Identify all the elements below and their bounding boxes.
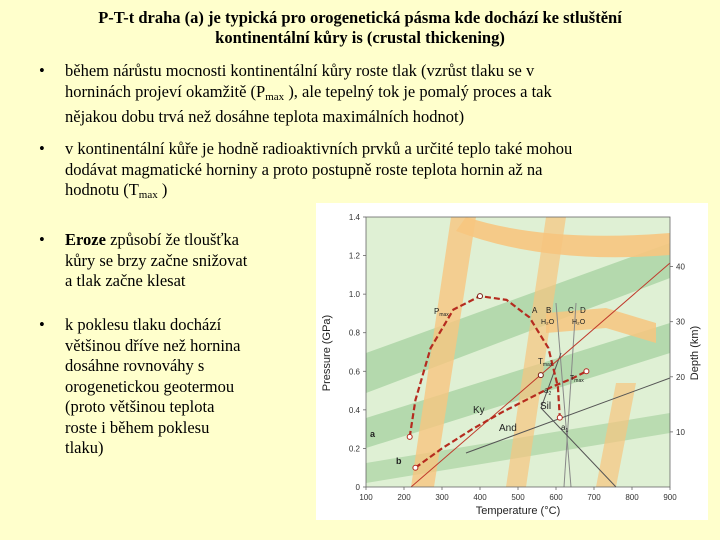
bullet-erosion (39, 230, 305, 292)
bullet-3-line-2: kůry se brzy začne snižovat (65, 250, 248, 270)
bullet-4-line-7: tlaku) (65, 438, 104, 457)
x-tick-label: 500 (511, 493, 525, 502)
x-tick-label: 200 (397, 493, 411, 502)
ptt-path-point (557, 415, 562, 420)
label-path-b: b (396, 456, 402, 466)
bullet-dot: • (39, 139, 45, 158)
y-tick-label: 1.4 (348, 213, 360, 222)
y-axis-label: Pressure (GPa) (321, 314, 333, 392)
y-tick-label: 0.2 (348, 444, 360, 454)
pmax-marker (478, 294, 483, 299)
y2-tick-label: 30 (676, 317, 685, 327)
x-tick-label: 600 (549, 493, 563, 502)
label-kyanite: Ky (473, 405, 485, 416)
y2-tick-label: 40 (676, 262, 685, 272)
ptt-path-point (407, 434, 412, 439)
bullet-4-line-3: dosáhne rovnováhy s (65, 356, 205, 375)
bullet-radioactivity (39, 139, 695, 206)
bullet-dot: • (39, 315, 45, 334)
tmax-marker (538, 373, 543, 378)
bullet-3-line-1: Eroze způsobí že tloušťka (65, 230, 240, 249)
x-tick-label: 900 (663, 493, 677, 502)
y2-tick-label: 20 (676, 372, 685, 382)
ptt-path-point (413, 465, 418, 470)
label-a1: $a_1$ (561, 423, 569, 434)
y-tick-label: 0 (355, 483, 360, 492)
label-a2: $a_2$ (544, 386, 552, 397)
label-reaction-c: C (568, 306, 574, 315)
bullet-4-line-2: většinou dříve než hornina (65, 335, 241, 355)
bullet-dot: • (39, 61, 45, 80)
bullet-4-line-6: roste i během poklesu (65, 417, 210, 437)
ptt-diagram (316, 203, 708, 520)
plot-area (366, 217, 670, 487)
x-axis-label: Temperature (°C) (475, 505, 561, 517)
y2-axis-label: Depth (km) (689, 325, 701, 381)
title-line-1: P-T-t draha (a) je typická pro orogenetická pásma kde dochází ke stluštění (98, 8, 622, 27)
label-path-a: a (370, 429, 376, 439)
ptt-diagram-svg (316, 203, 708, 520)
y-tick-label: 1.0 (348, 290, 360, 300)
label-h2o-1: H₂O (541, 319, 555, 326)
x-tick-label: 300 (435, 493, 449, 502)
bullet-4-line-1: k poklesu tlaku dochází (65, 315, 222, 334)
bullet-4-line-4: orogenetickou geotermou (65, 376, 235, 396)
label-h2o-2: H₂O (572, 319, 586, 326)
label-andalusite: And (499, 423, 517, 434)
bullet-thickening (39, 61, 695, 128)
slide-title (20, 8, 700, 48)
label-pmax: $P_{max}$ (434, 307, 449, 318)
label-tmax-b: $T_{max}$ (570, 375, 584, 384)
bullet-dot: • (39, 230, 45, 249)
bullet-decompression (39, 315, 305, 459)
label-reaction-b: B (546, 306, 552, 315)
bullet-1-line-1: během nárůstu mocnosti kontinentální kůry roste tlak (vzrůst tlaku se v (65, 61, 535, 80)
y2-tick-label: 10 (676, 427, 685, 437)
bullet-3-line-3: a tlak začne klesat (65, 271, 186, 290)
ptt-path-point (584, 369, 589, 374)
label-reaction-a: A (532, 306, 538, 315)
y-tick-label: 0.6 (348, 367, 360, 377)
title-line-2: kontinentální kůry is (crustal thickening) (215, 28, 505, 47)
bullet-4-line-5: (proto většinou teplota (65, 397, 215, 416)
y-tick-label: 1.2 (348, 251, 360, 261)
x-tick-label: 400 (473, 493, 487, 502)
label-reaction-d: D (580, 306, 586, 315)
x-tick-label: 100 (359, 493, 373, 502)
bullet-2-line-1: v kontinentální kůře je hodně radioaktivních prvků a určité teplo také mohou (65, 139, 573, 158)
label-tmax: $T_{max}$ (538, 357, 553, 368)
bullet-2-line-2: dodávat magmatické horniny a proto postupně roste teplota hornin až na (65, 159, 543, 179)
bullet-1-line-3: nějakou dobu trvá než dosáhne teplota maximálních hodnot) (65, 107, 465, 126)
bullet-1-line-2: horninách projeví okamžitě ($P_{max}$ ), ale tepelný tok je pomalý proces a tak (65, 81, 552, 103)
y-tick-label: 0.4 (348, 405, 360, 415)
x-tick-label: 700 (587, 493, 601, 502)
bullet-2-line-3: hodnotu ($T_{max}$ ) (65, 180, 168, 201)
label-sillimanite: Sil (540, 401, 552, 412)
y-tick-label: 0.8 (348, 328, 360, 338)
x-tick-label: 800 (625, 493, 639, 502)
